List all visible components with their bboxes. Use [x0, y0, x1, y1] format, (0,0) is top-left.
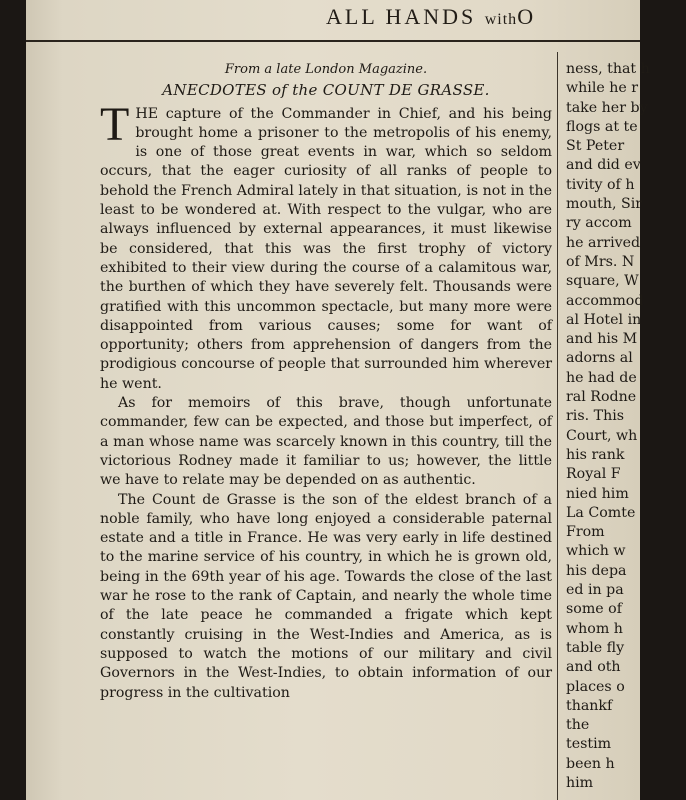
side-line: ed in pa: [566, 582, 624, 599]
side-line: he had de: [566, 369, 637, 386]
masthead-part2: with: [484, 11, 518, 28]
side-line: nied him: [566, 485, 629, 502]
side-line: Court, wh: [566, 427, 638, 444]
masthead-part1: ALL HANDS: [326, 4, 477, 29]
side-line: the: [566, 717, 590, 734]
side-line: tivity of h: [566, 176, 635, 193]
drop-cap: T: [100, 97, 130, 151]
side-line: his rank: [566, 446, 625, 463]
article-title: ANECDOTES of the COUNT DE GRASSE.: [162, 81, 490, 100]
side-line: table fly: [566, 639, 625, 656]
side-line: accommod: [566, 292, 644, 309]
masthead-band: [26, 0, 640, 42]
side-line: which w: [566, 543, 626, 560]
side-line: him: [566, 774, 594, 791]
side-line: ris. This: [566, 408, 625, 425]
masthead-title: [326, 4, 536, 30]
side-line: From: [566, 524, 605, 541]
side-line: square, W: [566, 273, 639, 290]
side-line: his depa: [566, 562, 627, 579]
side-line: ry accom: [566, 215, 632, 232]
side-line: La Comte: [566, 504, 636, 521]
side-line: testim: [566, 736, 612, 753]
side-line: and oth: [566, 659, 621, 676]
side-line: Royal F: [566, 466, 621, 483]
side-line: while he r: [566, 80, 639, 97]
column-divider: [557, 52, 558, 800]
side-line: and did ev: [566, 157, 641, 174]
side-line: of Mrs. N: [566, 253, 635, 270]
side-line: thankf: [566, 697, 613, 714]
side-line: al Hotel in: [566, 311, 642, 328]
side-line: adorns al: [566, 350, 633, 367]
masthead-part3: O: [517, 4, 537, 29]
article-paragraph: The Count de Grasse is the son of the eldest branch of a noble family, who have long enjoyed a considerable paternal estate and a title in France. He was very early in life destined to the marine service of his country, in which he is grown old, being in the 69th year of his age. Towards the close of the last war he rose to the rank of Captain, and nearly the whole time of the late peace he commanded a frigate which kept constantly cruising in the West-Indies and America, as is supposed to watch the motions of our military and civil Governors in the West-Indies, to obtain information of our progress in the cultivation: [100, 491, 552, 701]
side-line: flogs at te: [566, 118, 638, 135]
article-column: [100, 60, 552, 703]
paragraph-text: HE capture of the Commander in Chief, and his being brought home a prisoner to the metropolis of his enemy, is one of those great events in war, which so seldom occurs, that the eager curiosity of all ranks of people to behold the French Admiral lately in that situation, is not in the least to be wondered at. With respect to the vulgar, who are always influenced by external appearances, it must likewise be considered, that this was the first trophy of victory exhibited to their view during the course of a calamitous war, the burthen of which they have severely felt. Thousands were gratified with this uncommon spectacle, but many more were disappointed from various causes; some for want of opportunity; others from apprehension of dangers from the prodigious concourse of people that surrounded him wherever he went.: [100, 105, 552, 392]
article-paragraph: [100, 97, 552, 394]
article-paragraph: As for memoirs of this brave, though unfortunate commander, few can be expected, and those but imperfect, of a man whose name was scarcely known in this country, till the victorious Rodney made it familiar to us; however, the little we have to relate may be depended on as authentic.: [100, 395, 552, 489]
side-line: places o: [566, 678, 625, 695]
article-source: From a late London Magazine.: [224, 62, 428, 77]
side-line: ness, that h: [566, 61, 650, 77]
side-line: and his M: [566, 331, 638, 348]
newspaper-page: [26, 0, 650, 800]
side-line: St Peter: [566, 138, 625, 155]
adjacent-column: [566, 60, 686, 793]
side-line: take her by: [566, 99, 648, 116]
side-line: some of: [566, 601, 622, 618]
side-line: whom h: [566, 620, 623, 637]
side-line: he arrived: [566, 234, 641, 251]
side-line: ral Rodne: [566, 389, 637, 406]
side-line: been h: [566, 755, 615, 772]
side-line: mouth, Sir: [566, 196, 643, 213]
